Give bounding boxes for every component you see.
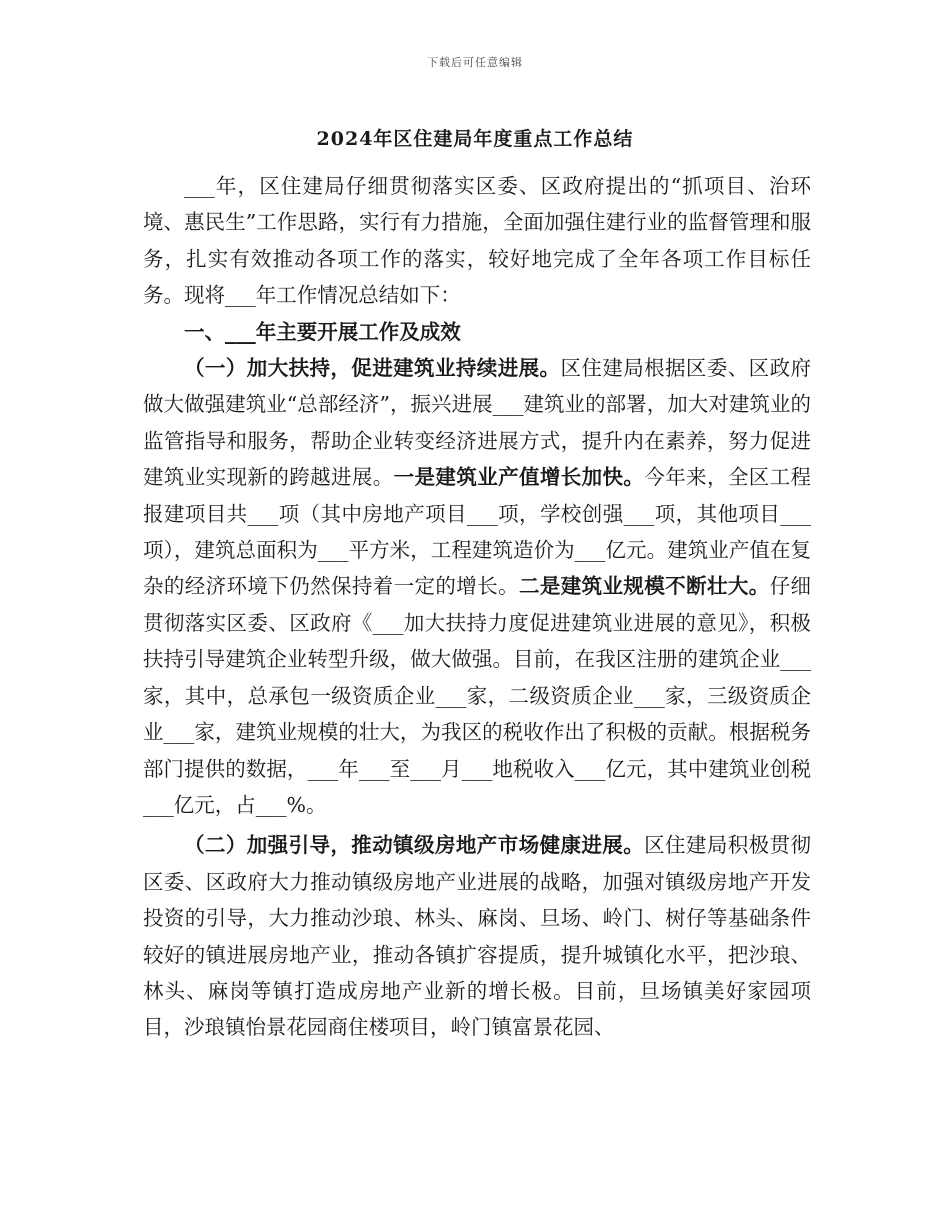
document-title: 2024年区住建局年度重点工作总结 (316, 128, 634, 150)
paragraph-text: 区住建局积极贯彻区委、区政府大力推动镇级房地产业进展的战略，加强对镇级房地产开发投资的引导，大力推动沙琅、林头、麻岗、旦场、岭门、树仔等基础条件较好的镇进展房地产业，推动各镇扩容提质，提升城镇化水平，把沙琅、林头、麻岗等镇打造成房地产业新的增长极。目前，旦场镇美好家园项目，沙琅镇怡景花园商住楼项目，岭门镇富景花园、 (143, 833, 812, 1040)
paragraph-text: 今年来，全区工程报建项目共___项（其中房地产项目___项，学校创强___项，其他项目___项），建筑总面积为___平方米，工程建筑造价为___亿元。建筑业产值在复杂的经济环境下仍然保持着一定的增长。 (143, 465, 812, 599)
header-note: 下载后可任意编辑 (427, 56, 523, 69)
paragraph-construction (143, 350, 811, 823)
paragraph-lead: （二）加强引导，推动镇级房地产市场健康进展。 (184, 833, 645, 858)
paragraph-text: 仔细贯彻落实区委、区政府《___加大扶持力度促进建筑业进展的意见》，积极扶持引导建筑企业转型升级，做大做强。目前，在我区注册的建筑企业___家，其中，总承包一级资质企业___家，二级资质企业___家，三级资质企业___家，建筑业规模的壮大，为我区的税收作出了积极的贡献。根据税务部门提供的数据，___年___至___月___地税收入___亿元，其中建筑业创税___亿元，占___%。 (143, 574, 812, 817)
intro-paragraph: ___年，区住建局仔细贯彻落实区委、区政府提出的“抓项目、治环境、惠民生”工作思路，实行有力措施，全面加强住建行业的监督管理和服务，扎实有效推动各项工作的落实，较好地完成了全年各项工作目标任务。现将___年工作情况总结如下： (143, 174, 811, 308)
paragraph-text: 区住建局根据区委、区政府做大做强建筑业“总部经济”，振兴进展___建筑业的部署，加大对建筑业的监管指导和服务，帮助企业转变经济进展方式，提升内在素养，努力促进建筑业实现新的跨越进展。 (143, 356, 812, 490)
key-point: 一是建筑业产值增长加快。 (393, 465, 645, 490)
paragraph-lead: （一）加大扶持，促进建筑业持续进展。 (184, 356, 561, 381)
key-point: 二是建筑业规模不断壮大。 (518, 574, 770, 599)
paragraph-real-estate (143, 827, 811, 1045)
section-heading: 一、___年主要开展工作及成效 (184, 319, 461, 344)
document-body (143, 168, 811, 1046)
